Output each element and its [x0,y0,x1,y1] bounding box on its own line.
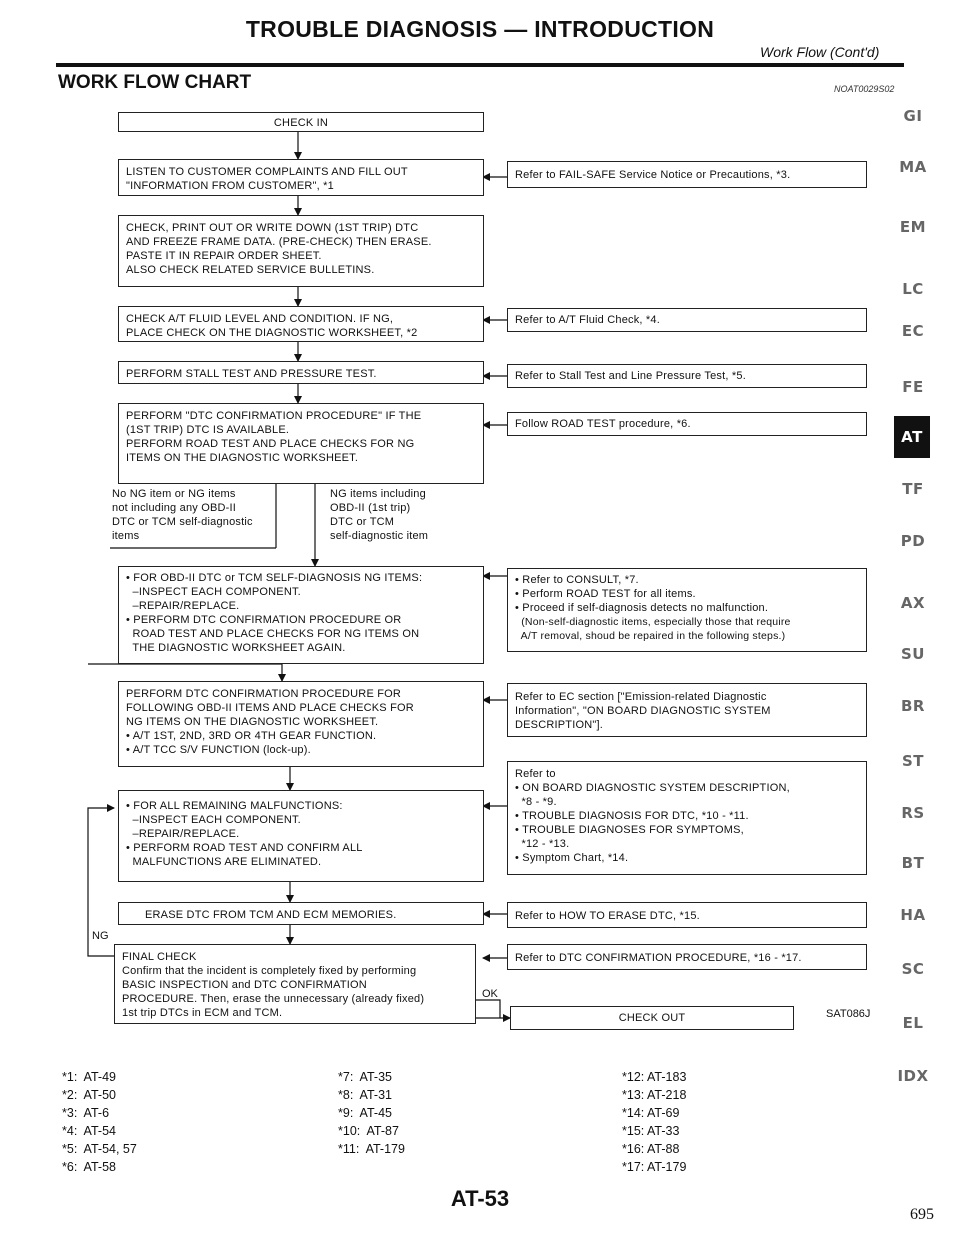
ref-road-test-box [507,412,867,436]
page-subtitle: Work Flow (Cont'd) [760,44,880,60]
ref-onboard-box [507,761,867,875]
tab-ma[interactable]: MA [899,158,927,176]
footnote: *8: AT-31 [338,1088,392,1102]
ok-label: OK [482,988,498,1000]
branch-right-line-3: DTC or TCM [330,516,395,528]
ref-ec-section-box [507,683,867,737]
branch-left-line-4: items [112,530,140,542]
final-line-1: FINAL CHECK [122,951,197,963]
tab-ha[interactable]: HA [900,906,926,924]
tab-pd[interactable]: PD [900,532,926,550]
tab-rs[interactable]: RS [901,804,925,822]
ref-consult-line-1: • Refer to CONSULT, *7. [515,574,639,586]
final-line-4: PROCEDURE. Then, erase the unnecessary (already fixed) [122,993,425,1005]
final-line-5: 1st trip DTCs in ECM and TCM. [122,1007,283,1019]
footnote: *15: AT-33 [622,1124,680,1138]
section-code: NOAT0029S02 [834,84,895,94]
check-out-text: CHECK OUT [618,1012,686,1024]
ref-onboard-line-2: • ON BOARD DIAGNOSTIC SYSTEM DESCRIPTION, [515,782,790,794]
final-line-2: Confirm that the incident is completely fixed by performing [122,965,417,977]
tab-ax[interactable]: AX [900,594,926,612]
fluid-line-2: PLACE CHECK ON THE DIAGNOSTIC WORKSHEET, *2 [126,327,418,339]
ref-onboard-line-6: *12 - *13. [515,838,570,850]
following-items-box [118,681,484,767]
listen-box [118,159,484,196]
obd-ng-line-5: ROAD TEST AND PLACE CHECKS FOR NG ITEMS ON [126,628,420,640]
following-line-5: • A/T TCC S/V FUNCTION (lock-up). [126,744,311,756]
footnote: *6: AT-58 [62,1160,116,1174]
tab-idx[interactable]: IDX [897,1067,929,1085]
obd-ng-line-6: THE DIAGNOSTIC WORKSHEET AGAIN. [126,642,346,654]
tab-gi[interactable]: GI [903,107,923,125]
check-print-line-1: CHECK, PRINT OUT OR WRITE DOWN (1ST TRIP) DTC [126,222,419,234]
following-line-1: PERFORM DTC CONFIRMATION PROCEDURE FOR [126,688,402,700]
dtc-confirm-line-3: PERFORM ROAD TEST AND PLACE CHECKS FOR NG [126,438,415,450]
erase-text: ERASE DTC FROM TCM AND ECM MEMORIES. [145,909,397,921]
tab-bt[interactable]: BT [901,854,925,872]
folio-number: 695 [910,1206,934,1223]
page-number: AT-53 [450,1186,510,1211]
section-title: WORK FLOW CHART [58,72,252,93]
footnotes-col-3 [622,1068,686,1176]
tab-sc[interactable]: SC [901,960,925,978]
footnote: *16: AT-88 [622,1142,680,1156]
footnote: *1: AT-49 [62,1070,116,1084]
ref-stall-box [507,364,867,388]
ref-fluid-text: Refer to A/T Fluid Check, *4. [515,314,660,326]
remaining-line-1: • FOR ALL REMAINING MALFUNCTIONS: [126,800,343,812]
ref-consult-line-4: (Non-self-diagnostic items, especially those that require [515,616,791,628]
footnote: *3: AT-6 [62,1106,110,1120]
obd-ng-line-3: –REPAIR/REPLACE. [126,600,240,612]
branch-right-line-2: OBD-II (1st trip) [330,502,411,514]
following-line-2: FOLLOWING OBD-II ITEMS AND PLACE CHECKS FOR [126,702,414,714]
check-in-box [118,112,484,132]
tab-lc[interactable]: LC [902,280,924,298]
final-line-3: BASIC INSPECTION and DTC CONFIRMATION [122,979,367,991]
remaining-malfunctions-box [118,790,484,882]
erase-dtc-box [118,902,484,925]
tab-su[interactable]: SU [901,645,925,663]
check-in-text: CHECK IN [273,117,329,129]
ref-failsafe-box [507,161,867,188]
footnote: *2: AT-50 [62,1088,116,1102]
ref-fluid-box [507,308,867,332]
obd-ng-line-4: • PERFORM DTC CONFIRMATION PROCEDURE OR [126,614,402,626]
footnote: *7: AT-35 [338,1070,392,1084]
branch-right-label [330,487,428,543]
stall-test-box [118,361,484,384]
footnote: *9: AT-45 [338,1106,392,1120]
figure-id: SAT086J [826,1008,871,1020]
branch-right-line-1: NG items including [330,488,426,500]
tab-br[interactable]: BR [901,697,925,715]
footnote: *12: AT-183 [622,1070,687,1084]
check-print-box [118,215,484,287]
ref-ec-line-2: Information", "ON BOARD DIAGNOSTIC SYSTEM [515,705,771,717]
following-line-4: • A/T 1ST, 2ND, 3RD OR 4TH GEAR FUNCTION. [126,730,377,742]
tab-fe[interactable]: FE [902,378,924,396]
ref-onboard-line-3: *8 - *9. [515,796,557,808]
final-check-box [114,944,476,1024]
stall-text: PERFORM STALL TEST AND PRESSURE TEST. [126,368,377,380]
tab-ec[interactable]: EC [901,322,925,340]
ref-erase-box [507,902,867,928]
listen-line-1: LISTEN TO CUSTOMER COMPLAINTS AND FILL OUT [126,166,408,178]
ref-consult-line-3: • Proceed if self-diagnosis detects no malfunction. [515,602,769,614]
following-line-3: NG ITEMS ON THE DIAGNOSTIC WORKSHEET. [126,716,379,728]
branch-left-label [112,487,253,543]
ref-dtc-proc-text: Refer to DTC CONFIRMATION PROCEDURE, *16 - *17. [515,952,802,964]
footnote: *4: AT-54 [62,1124,116,1138]
remaining-line-2: –INSPECT EACH COMPONENT. [126,814,301,826]
ref-dtc-procedure-box [507,944,867,970]
ref-consult-box [507,568,867,652]
dtc-confirm-line-1: PERFORM "DTC CONFIRMATION PROCEDURE" IF THE [126,410,422,422]
ref-failsafe-text: Refer to FAIL-SAFE Service Notice or Precautions, *3. [515,169,791,181]
footnote: *13: AT-218 [622,1088,687,1102]
ref-onboard-line-1: Refer to [515,768,556,780]
branch-right-line-4: self-diagnostic item [330,530,429,542]
ref-ec-line-3: DESCRIPTION"]. [515,719,603,731]
check-print-line-2: AND FREEZE FRAME DATA. (PRE-CHECK) THEN ERASE. [126,236,432,248]
footnotes-col-2 [338,1068,405,1158]
ref-road-text: Follow ROAD TEST procedure, *6. [515,418,691,430]
dtc-confirm-box [118,403,484,484]
ng-loop-label: NG [92,930,109,942]
check-print-line-3: PASTE IT IN REPAIR ORDER SHEET. [126,250,322,262]
ref-consult-line-5: A/T removal, shoud be repaired in the following steps.) [515,630,786,642]
footnote: *5: AT-54, 57 [62,1142,137,1156]
footnote: *11: AT-179 [338,1142,405,1156]
obd-ng-line-2: –INSPECT EACH COMPONENT. [126,586,301,598]
tab-el[interactable]: EL [902,1014,924,1032]
ref-ec-line-1: Refer to EC section ["Emission-related Diagnostic [515,691,767,703]
remaining-line-4: • PERFORM ROAD TEST AND CONFIRM ALL [126,842,363,854]
branch-left-line-3: DTC or TCM self-diagnostic [112,516,253,528]
fluid-check-box [118,306,484,342]
check-out-box [510,1006,794,1030]
tab-em[interactable]: EM [899,218,927,236]
footnote: *10: AT-87 [338,1124,399,1138]
ref-stall-text: Refer to Stall Test and Line Pressure Test, *5. [515,370,746,382]
ref-consult-line-2: • Perform ROAD TEST for all items. [515,588,696,600]
tab-at[interactable]: AT [894,416,930,458]
footnote: *17: AT-179 [622,1160,687,1174]
branch-left-line-1: No NG item or NG items [112,488,236,500]
dtc-confirm-line-2: (1ST TRIP) DTC IS AVAILABLE. [126,424,290,436]
obd-ng-line-1: • FOR OBD-II DTC or TCM SELF-DIAGNOSIS NG ITEMS: [126,572,423,584]
ref-onboard-line-7: • Symptom Chart, *14. [515,852,629,864]
tab-tf[interactable]: TF [902,480,924,498]
obd-ng-box [118,566,484,664]
fluid-line-1: CHECK A/T FLUID LEVEL AND CONDITION. IF NG, [126,313,394,325]
footnote: *14: AT-69 [622,1106,680,1120]
ref-onboard-line-5: • TROUBLE DIAGNOSES FOR SYMPTOMS, [515,824,744,836]
tab-st[interactable]: ST [901,752,925,770]
remaining-line-5: MALFUNCTIONS ARE ELIMINATED. [126,856,322,868]
ref-onboard-line-4: • TROUBLE DIAGNOSIS FOR DTC, *10 - *11. [515,810,749,822]
dtc-confirm-line-4: ITEMS ON THE DIAGNOSTIC WORKSHEET. [126,452,359,464]
branch-left-line-2: not including any OBD-II [112,502,237,514]
page-title: TROUBLE DIAGNOSIS — INTRODUCTION [245,16,715,42]
remaining-line-3: –REPAIR/REPLACE. [126,828,240,840]
footnotes-col-1 [62,1068,137,1176]
check-print-line-4: ALSO CHECK RELATED SERVICE BULLETINS. [126,264,375,276]
listen-line-2: "INFORMATION FROM CUSTOMER", *1 [126,180,334,192]
ref-erase-text: Refer to HOW TO ERASE DTC, *15. [515,910,700,922]
